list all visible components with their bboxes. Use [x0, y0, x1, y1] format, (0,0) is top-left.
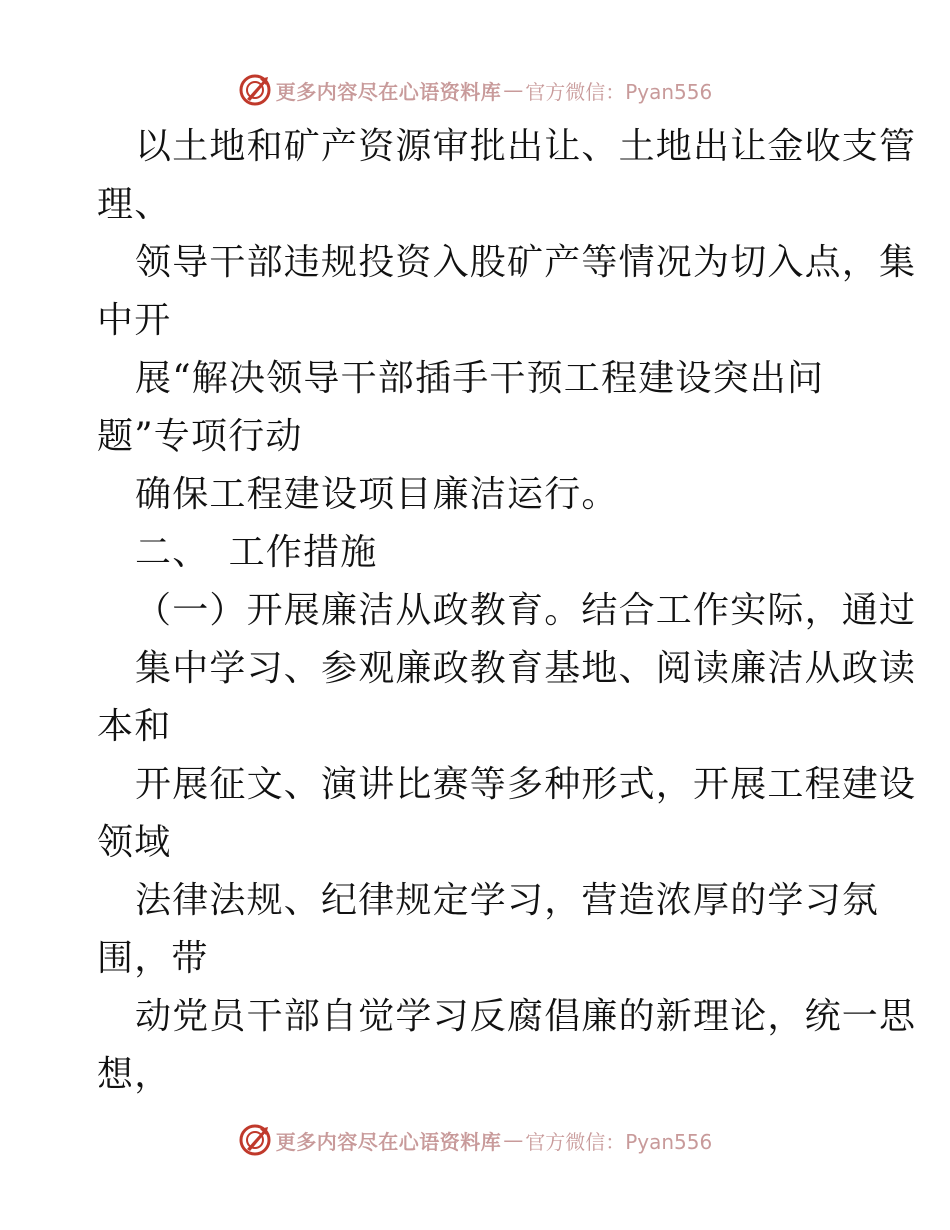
- body-line: 围，带: [97, 938, 209, 979]
- banner-separator: —: [503, 78, 524, 102]
- body-line: 集中学习、参观廉政教育基地、阅读廉洁从政读: [135, 648, 917, 689]
- banner-contact-text: 官方微信：Pyan556: [525, 79, 713, 104]
- body-line: （一）开展廉洁从政教育。结合工作实际，通过: [135, 590, 917, 631]
- body-line: 中开: [97, 300, 172, 341]
- section-heading: 二、 工作措施: [135, 532, 378, 573]
- body-line: 法律法规、纪律规定学习，营造浓厚的学习氛: [135, 880, 880, 921]
- body-line: 以土地和矿产资源审批出让、土地出让金收支管: [135, 126, 917, 167]
- body-line: 理、: [97, 184, 172, 225]
- body-line: 确保工程建设项目廉洁运行。: [135, 474, 619, 515]
- body-line: 动党员干部自觉学习反腐倡廉的新理论，统一思: [135, 996, 917, 1037]
- body-line: 领域: [97, 822, 172, 863]
- body-line: 想，: [97, 1054, 172, 1095]
- body-line: 本和: [97, 706, 172, 747]
- banner-brand-text: 更多内容尽在心语资料库: [275, 1129, 502, 1154]
- footer-banner: [0, 1120, 950, 1160]
- body-line: 开展征文、演讲比赛等多种形式，开展工程建设: [135, 764, 917, 805]
- header-banner: [0, 70, 950, 110]
- banner-separator: —: [503, 1128, 524, 1152]
- banner-contact-text: 官方微信：Pyan556: [525, 1129, 713, 1154]
- quill-logo-icon: [238, 73, 272, 107]
- quill-logo-icon: [238, 1123, 272, 1157]
- body-line: 展“解决领导干部插手干预工程建设突出问: [135, 358, 825, 399]
- body-line: 题”专项行动: [97, 416, 303, 457]
- body-line: 领导干部违规投资入股矿产等情况为切入点，集: [135, 242, 917, 283]
- banner-brand-text: 更多内容尽在心语资料库: [275, 79, 502, 104]
